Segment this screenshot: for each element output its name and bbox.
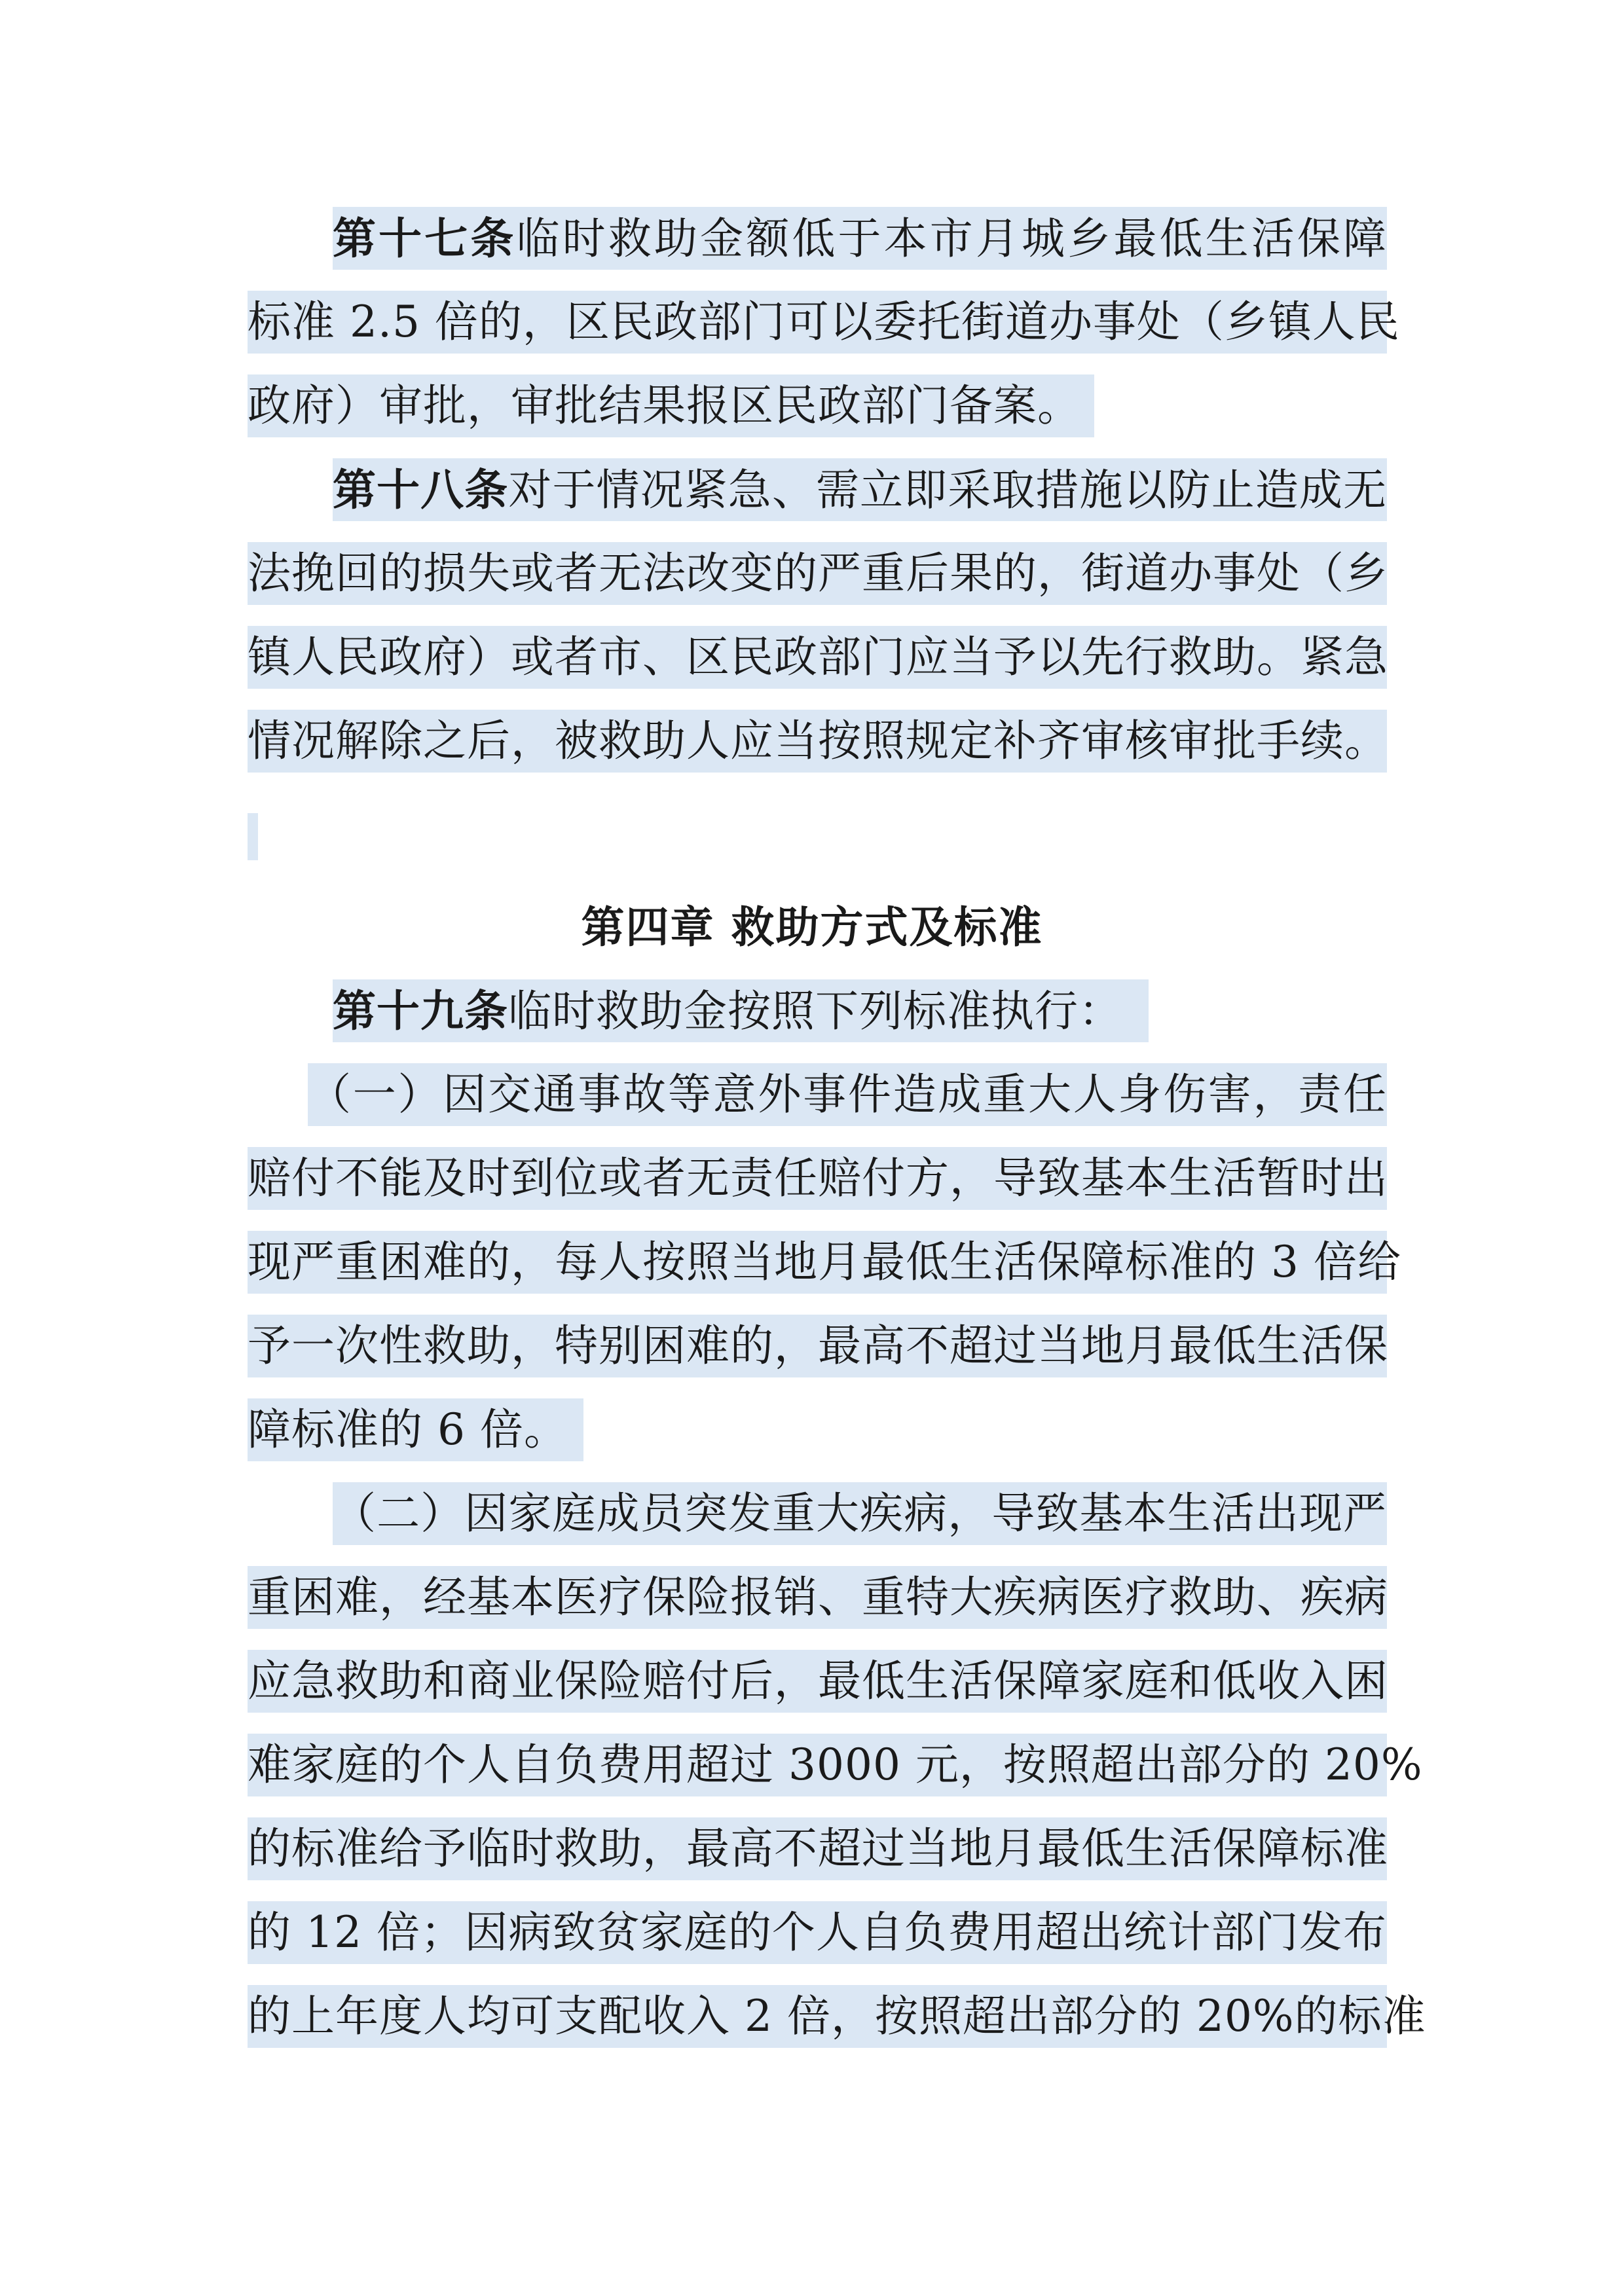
item-1-line-5: 障标准的 6 倍。 (248, 1398, 583, 1461)
item-2-line-2: 重困难，经基本医疗保险报销、重特大疾病医疗救助、疾病 (248, 1566, 1387, 1629)
item-1-line-2: 赔付不能及时到位或者无责任赔付方，导致基本生活暂时出 (248, 1147, 1387, 1210)
item-2-line-4: 难家庭的个人自负费用超过 3000 元，按照超出部分的 20% (248, 1734, 1387, 1796)
article-18-line-1 (333, 458, 1387, 521)
article-17-line-3: 政府）审批，审批结果报区民政部门备案。 (248, 374, 1094, 437)
article-17-line-1 (333, 207, 1387, 270)
article-17-heading: 第十七条 (333, 213, 517, 264)
article-19-heading: 第十九条 (333, 985, 508, 1036)
article-18-line-4: 情况解除之后，被救助人应当按照规定补齐审核审批手续。 (248, 710, 1387, 773)
article-19-text: 临时救助金按照下列标准执行： (508, 986, 1122, 1036)
item-2-line-1: （二）因家庭成员突发重大疾病，导致基本生活出现严 (333, 1482, 1387, 1545)
article-18-heading: 第十八条 (333, 464, 509, 515)
chapter-title: 第四章 救助方式及标准 (581, 902, 1043, 953)
item-1-line-4: 予一次性救助，特别困难的，最高不超过当地月最低生活保 (248, 1315, 1387, 1377)
item-2-line-6: 的 12 倍；因病致贫家庭的个人自负费用超出统计部门发布 (248, 1901, 1387, 1964)
article-18-text: 对于情况紧急、需立即采取措施以防止造成无 (508, 465, 1388, 515)
article-17-line-2: 标准 2.5 倍的，区民政部门可以委托街道办事处（乡镇人民 (248, 291, 1387, 354)
empty-paragraph-marker (248, 813, 258, 860)
item-2-line-3: 应急救助和商业保险赔付后，最低生活保障家庭和低收入困 (248, 1650, 1387, 1713)
item-2-line-7: 的上年度人均可支配收入 2 倍，按照超出部分的 20%的标准 (248, 1985, 1387, 2048)
item-1-line-3: 现严重困难的，每人按照当地月最低生活保障标准的 3 倍给 (248, 1231, 1387, 1294)
article-19-line-1 (333, 979, 1149, 1042)
article-17-text: 临时救助金额低于本市月城乡最低生活保障 (516, 213, 1388, 264)
article-18-line-3: 镇人民政府）或者市、区民政部门应当予以先行救助。紧急 (248, 626, 1387, 689)
item-1-line-1: （一）因交通事故等意外事件造成重大人身伤害，责任 (308, 1063, 1387, 1126)
item-2-line-5: 的标准给予临时救助，最高不超过当地月最低生活保障标准 (248, 1817, 1387, 1880)
article-18-line-2: 法挽回的损失或者无法改变的严重后果的，街道办事处（乡 (248, 542, 1387, 605)
